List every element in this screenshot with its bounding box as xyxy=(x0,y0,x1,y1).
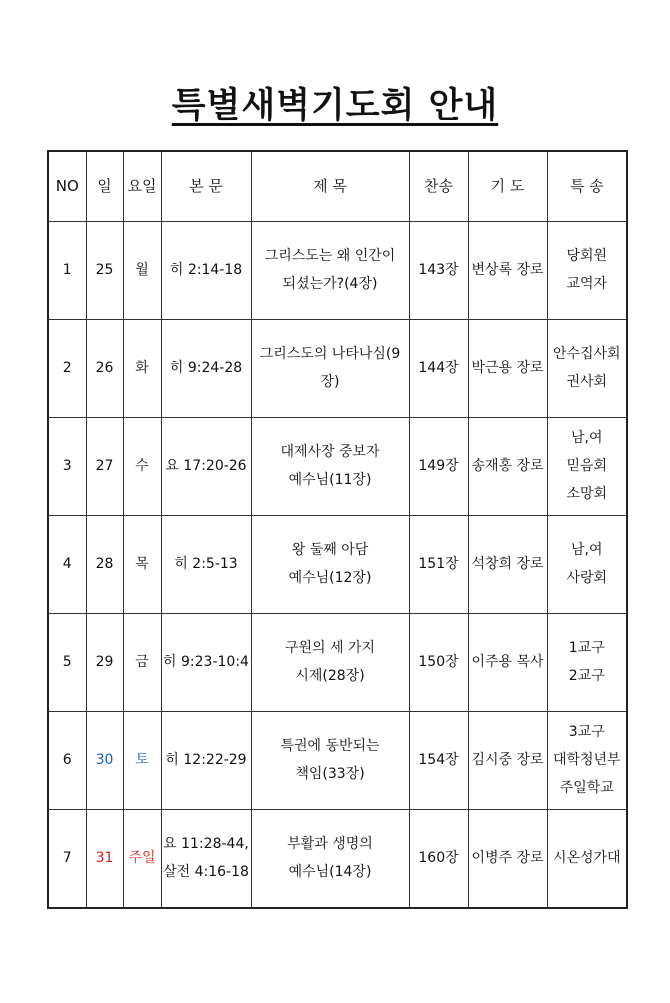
row-hymn: 149장 xyxy=(409,417,468,515)
row-scripture-line: 히 9:24-28 xyxy=(169,360,243,376)
header-row xyxy=(48,151,627,221)
row-weekday: 금 xyxy=(123,613,161,711)
table-row xyxy=(48,221,627,319)
row-number: 5 xyxy=(48,613,86,711)
document-title: 특별새벽기도회 안내 xyxy=(171,86,499,126)
row-sermon-title-line: 되셨는가?(4장) xyxy=(282,276,378,292)
row-special-music-line: 교역자 xyxy=(566,276,608,292)
row-sermon-title-line: 왕 둘째 아담 xyxy=(291,542,369,558)
row-prayer-leader: 박근용 장로 xyxy=(468,319,547,417)
header-sermon-title: 제 목 xyxy=(251,151,409,221)
row-scripture xyxy=(161,221,251,319)
row-weekday: 화 xyxy=(123,319,161,417)
row-special-music-line: 주일학교 xyxy=(559,780,614,796)
row-sermon-title-line: 대제사장 중보자 xyxy=(280,444,380,460)
header-weekday: 요일 xyxy=(123,151,161,221)
row-special-music-line: 당회원 xyxy=(566,248,608,264)
row-day: 28 xyxy=(86,515,123,613)
row-scripture xyxy=(161,711,251,809)
row-sermon-title-line: 시제(28장) xyxy=(295,668,365,684)
header-prayer: 기 도 xyxy=(468,151,547,221)
row-sermon-title xyxy=(251,319,409,417)
row-weekday: 토 xyxy=(123,711,161,809)
row-sermon-title xyxy=(251,613,409,711)
row-special-music xyxy=(547,711,627,809)
row-day: 30 xyxy=(86,711,123,809)
row-weekday: 수 xyxy=(123,417,161,515)
row-special-music-line: 3교구 xyxy=(568,724,605,740)
row-day: 26 xyxy=(86,319,123,417)
row-weekday: 목 xyxy=(123,515,161,613)
row-prayer-leader: 김시중 장로 xyxy=(468,711,547,809)
schedule-table xyxy=(47,150,628,909)
row-scripture xyxy=(161,515,251,613)
row-day: 25 xyxy=(86,221,123,319)
table-row xyxy=(48,613,627,711)
table-row xyxy=(48,515,627,613)
row-prayer-leader: 이병주 장로 xyxy=(468,809,547,908)
row-number: 7 xyxy=(48,809,86,908)
row-sermon-title xyxy=(251,809,409,908)
row-number: 1 xyxy=(48,221,86,319)
row-sermon-title-line: 예수님(11장) xyxy=(288,472,372,488)
row-scripture-line: 히 12:22-29 xyxy=(165,752,247,768)
row-special-music xyxy=(547,417,627,515)
row-scripture xyxy=(161,417,251,515)
row-number: 6 xyxy=(48,711,86,809)
row-sermon-title-line: 그리스도는 왜 인간이 xyxy=(264,248,396,264)
row-number: 3 xyxy=(48,417,86,515)
row-sermon-title xyxy=(251,417,409,515)
row-hymn: 160장 xyxy=(409,809,468,908)
table-row xyxy=(48,809,627,908)
row-sermon-title-line: 예수님(12장) xyxy=(288,570,372,586)
row-day: 27 xyxy=(86,417,123,515)
row-scripture-line: 히 9:23-10:4 xyxy=(163,654,249,670)
row-scripture-line: 히 2:5-13 xyxy=(174,556,238,572)
row-day: 29 xyxy=(86,613,123,711)
row-scripture-line: 살전 4:16-18 xyxy=(163,864,249,881)
row-sermon-title-line: 구원의 세 가지 xyxy=(284,640,376,656)
header-special-music: 특 송 xyxy=(547,151,627,221)
row-number: 4 xyxy=(48,515,86,613)
row-special-music-line: 권사회 xyxy=(566,374,608,390)
row-special-music-line: 소망회 xyxy=(566,486,608,502)
row-special-music-line: 남,여 xyxy=(571,542,603,558)
row-sermon-title-line: 부활과 생명의 xyxy=(287,836,373,853)
row-day: 31 xyxy=(86,809,123,908)
row-special-music xyxy=(547,809,627,908)
table-row xyxy=(48,319,627,417)
row-scripture xyxy=(161,809,251,908)
row-special-music-line: 2교구 xyxy=(568,668,605,684)
row-hymn: 151장 xyxy=(409,515,468,613)
table-row xyxy=(48,711,627,809)
table-row xyxy=(48,417,627,515)
row-sermon-title-line: 특권에 동반되는 xyxy=(280,738,380,754)
row-weekday: 월 xyxy=(123,221,161,319)
row-prayer-leader: 석창희 장로 xyxy=(468,515,547,613)
row-sermon-title xyxy=(251,711,409,809)
row-scripture xyxy=(161,613,251,711)
row-hymn: 143장 xyxy=(409,221,468,319)
row-weekday: 주일 xyxy=(123,809,161,908)
row-special-music-line: 1교구 xyxy=(568,640,605,656)
row-special-music xyxy=(547,319,627,417)
row-special-music xyxy=(547,515,627,613)
row-number: 2 xyxy=(48,319,86,417)
document-title-wrap xyxy=(0,78,670,128)
row-special-music-line: 안수집사회 xyxy=(552,346,621,362)
row-special-music-line: 사랑회 xyxy=(566,570,608,586)
row-special-music xyxy=(547,613,627,711)
row-sermon-title-line: 예수님(14장) xyxy=(288,864,372,881)
row-hymn: 154장 xyxy=(409,711,468,809)
row-special-music-line: 남,여 xyxy=(571,430,603,446)
header-hymn: 찬송 xyxy=(409,151,468,221)
row-scripture-line: 요 11:28-44, xyxy=(163,836,249,853)
row-prayer-leader: 변상록 장로 xyxy=(468,221,547,319)
row-sermon-title-line: 책임(33장) xyxy=(295,766,365,782)
header-day: 일 xyxy=(86,151,123,221)
row-hymn: 150장 xyxy=(409,613,468,711)
row-prayer-leader: 이주용 목사 xyxy=(468,613,547,711)
header-no: NO xyxy=(48,151,86,221)
row-special-music-line: 믿음회 xyxy=(566,458,608,474)
row-scripture-line: 히 2:14-18 xyxy=(169,262,243,278)
row-sermon-title xyxy=(251,221,409,319)
row-scripture-line: 요 17:20-26 xyxy=(165,458,247,474)
row-prayer-leader: 송재홍 장로 xyxy=(468,417,547,515)
row-special-music xyxy=(547,221,627,319)
row-sermon-title-line: 그리스도의 나타나심(9장) xyxy=(259,346,401,390)
header-scripture: 본 문 xyxy=(161,151,251,221)
row-sermon-title xyxy=(251,515,409,613)
row-special-music-line: 시온성가대 xyxy=(552,850,621,867)
row-scripture xyxy=(161,319,251,417)
row-special-music-line: 대학청년부 xyxy=(552,752,621,768)
row-hymn: 144장 xyxy=(409,319,468,417)
